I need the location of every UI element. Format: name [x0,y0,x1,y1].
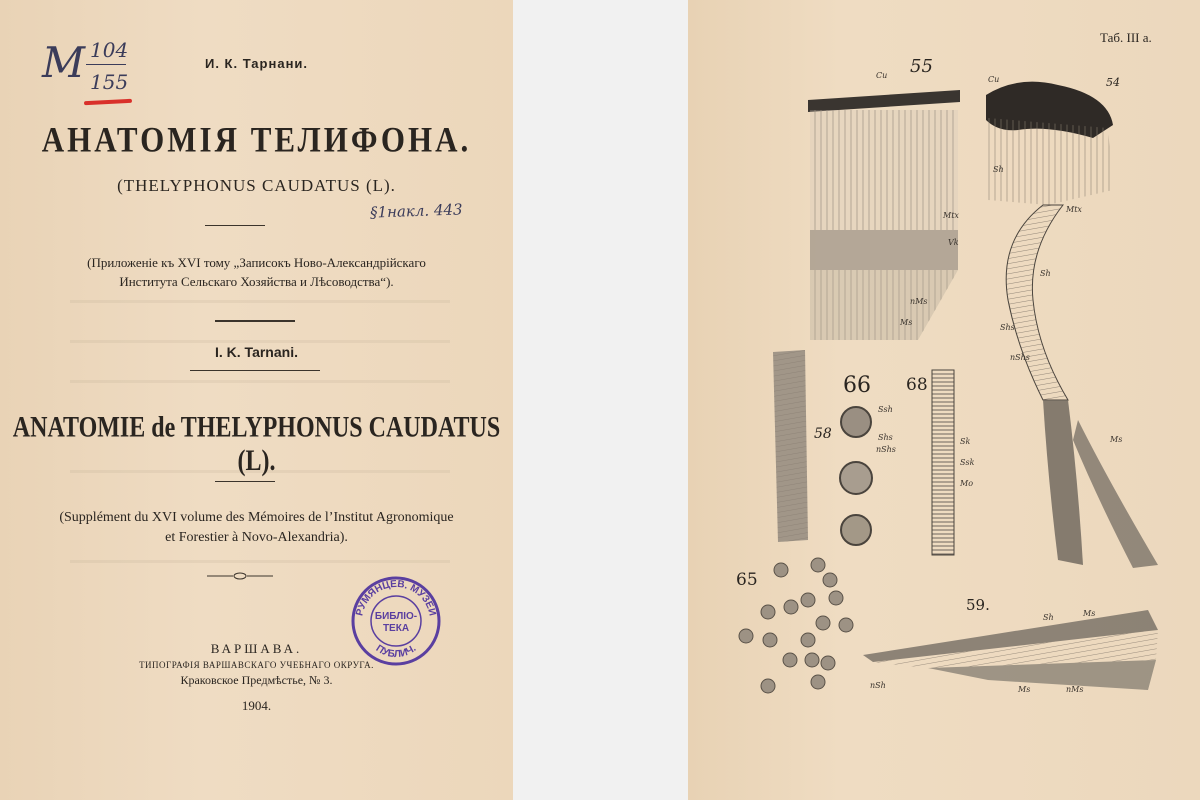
divider [215,320,295,322]
divider [190,370,320,371]
divider [215,481,275,482]
shelfmark-top: 104 [90,38,129,62]
stamp-center-line2: ТЕКА [382,623,410,634]
label-ms-59b: Ms [1018,685,1031,694]
inventory-note: §1накл. 443 [369,200,463,222]
label-ssk: Ssk [960,458,975,467]
imprint-printer: ТИПОГРАФІЯ ВАРШАВСКАГО УЧЕБНАГО ОКРУГА. [139,660,374,670]
label-sh-54: Sh [993,165,1004,174]
label-ms-59a: Ms [1083,609,1096,618]
label-ms-55: Ms [900,318,913,327]
supplement-ru-line1: (Приложеніе къ XVI тому „Записокъ Ново-Александрійскаго [87,255,426,270]
figure-59 [863,610,1158,690]
shelfmark-letter: М [42,38,86,87]
ornament [205,570,275,582]
title-page [0,0,513,800]
label-cu-54: Cu [988,75,1000,84]
figure-number-59: 59. [966,596,990,614]
imprint-address: Краковское Предмѣстье, № 3. [180,673,333,687]
stamp-text-bottom: ПУБЛИЧ. [373,643,419,661]
label-nms-59: nMs [1066,685,1084,694]
divider [205,225,265,226]
show-through-line [70,380,450,383]
figure-58 [773,350,808,542]
supplement-ru-line2: Института Сельскаго Хозяйства и Лѣсоводства“). [119,274,394,289]
stamp-text-top: РУМЯНЦЕВ. МУЗЕЙ [354,578,438,617]
label-cu-55: Cu [876,71,888,80]
author-fr: I. K. Tarnani. [215,344,298,360]
page-gap [513,0,688,800]
figure-number-54: 54 [1106,76,1120,89]
supplement-fr-line1: (Supplément du XVI volume des Mémoires de l’Institut Agronomique [59,510,454,525]
shelfmark-bottom: 155 [90,70,129,94]
label-shs-66: Shs [878,433,893,442]
show-through-line [70,560,450,563]
author-ru: И. К. Тарнани. [204,56,309,71]
label-shs-54: Shs [1000,323,1015,332]
show-through-line [70,340,450,343]
label-mtx-54: Mtx [1066,205,1082,214]
title-fr: ANATOMIE de THELYPHONUS CAUDATUS (L). [12,411,501,478]
supplement-fr-line2: et Forestier à Novo-Alexandria). [165,530,348,545]
label-sk: Sk [960,437,971,446]
imprint-year: 1904. [241,698,272,713]
figure-number-66: 66 [843,373,871,398]
figure-66 [840,407,872,545]
label-ssh: Ssh [878,405,893,414]
figure-68 [932,370,954,555]
label-nsh: nSh [870,681,886,690]
figure-number-58: 58 [814,426,832,442]
label-nshs-54: nShs [1010,353,1030,362]
label-ms-54: Ms [1110,435,1123,444]
title-ru: АНАТОМІЯ ТЕЛИФОНА. [41,119,472,160]
label-sh-59: Sh [1043,613,1054,622]
label-sh-54b: Sh [1040,269,1051,278]
stamp-center-line1: БИБЛІО- [374,611,418,622]
red-pencil-mark [84,99,132,106]
figure-55 [808,90,960,340]
label-mtx-55: Mtx [943,211,959,220]
label-nms: nMs [910,297,928,306]
plate-page [688,0,1200,800]
show-through-line [70,300,450,303]
label-nshs-66: nShs [876,445,896,454]
plate-label: Таб. III а. [1100,30,1152,45]
figure-number-68: 68 [906,375,928,395]
label-mo: Mo [960,479,974,488]
figure-number-55: 55 [910,56,933,77]
anatomical-plate [688,0,1200,800]
label-vk: Vk [948,238,959,247]
figure-number-65: 65 [736,570,758,590]
imprint-city: ВАРШАВА. [210,641,303,656]
subtitle-latin: (THELYPHONUS CAUDATUS (L). [117,176,396,195]
